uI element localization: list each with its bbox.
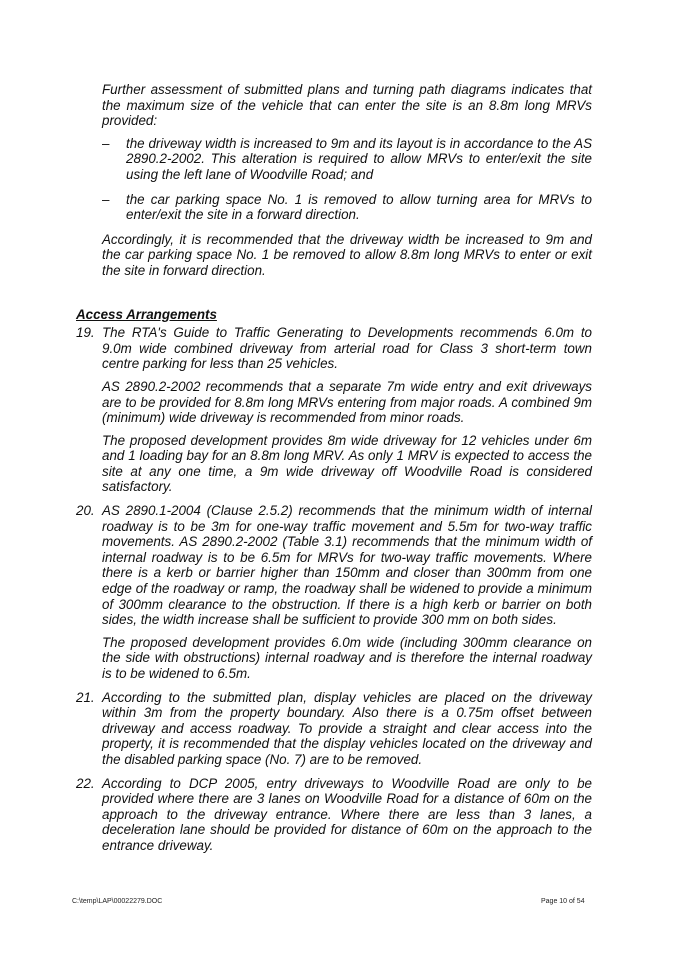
item-paragraph: According to DCP 2005, entry driveways to Woodville Road are only to be provided where there are 3 lanes on Woodville Road for a distance of 60m on the approach to the driveway entrance. Where there are less than 3 lanes, a deceleration lane should be provided for distance of 60m on the approach to the entrance driveway.	[102, 775, 592, 853]
numbered-item-20	[76, 503, 592, 682]
item-number: 21.	[76, 689, 95, 705]
intro-paragraph: Further assessment of submitted plans and turning path diagrams indicates that the maximum size of the vehicle that can enter the site is an 8.8m long MRVs provided:	[102, 82, 592, 129]
item-paragraph: According to the submitted plan, display vehicles are placed on the driveway within 3m from the property boundary. Also there is a 0.75m offset between driveway and access roadway. To provide a straight and clear access into the property, it is recommended that the display vehicles located on the driveway and the disabled parking space (No. 7) are to be removed.	[102, 689, 592, 767]
numbered-item-19	[76, 325, 592, 495]
document-body	[76, 82, 592, 862]
item-number: 19.	[76, 325, 95, 341]
bullet-item	[102, 192, 592, 223]
bullet-marker: –	[102, 135, 110, 151]
section-heading: Access Arrangements	[76, 306, 217, 322]
footer-file-path: C:\temp\LAP\00022279.DOC	[72, 898, 163, 905]
conclusion-paragraph: Accordingly, it is recommended that the driveway width be increased to 9m and the car parking space No. 1 be removed to allow 8.8m long MRVs to enter or exit the site in forward direction.	[102, 231, 592, 278]
item-number: 22.	[76, 775, 95, 791]
numbered-item-22	[76, 776, 592, 854]
item-paragraph: The proposed development provides 8m wide driveway for 12 vehicles under 6m and 1 loading bay for an 8.8m long MRV. As only 1 MRV is expected to access the site at any one time, a 9m wide driveway off Woodville Road is considered satisfactory.	[102, 432, 592, 495]
footer-page-number: Page 10 of 54	[541, 898, 585, 905]
bullet-item	[102, 136, 592, 183]
bullet-text: the driveway width is increased to 9m and its layout is in accordance to the AS 2890.2-2002. This alteration is required to allow MRVs to enter/exit the site using the left lane of Woodville Road; and	[126, 135, 592, 182]
item-paragraph: The proposed development provides 6.0m wide (including 300mm clearance on the side with obstructions) internal roadway and is therefore the internal roadway is to be widened to 6.5m.	[102, 634, 592, 681]
bullet-marker: –	[102, 191, 110, 207]
bullet-text: the car parking space No. 1 is removed to allow turning area for MRVs to enter/exit the site in a forward direction.	[126, 191, 592, 223]
item-paragraph: AS 2890.1-2004 (Clause 2.5.2) recommends that the minimum width of internal roadway is to be 3m for one-way traffic movement and 5.5m for two-way traffic movements. AS 2890.2-2002 (Table 3.1) recommends that the minimum width of internal roadway is to be 6.5m for MRVs for two-way traffic movements. Where there is a kerb or barrier higher than 150mm and closer than 300mm from one edge of the roadway or ramp, the roadway shall be widened to provide a minimum of 300mm clearance to the obstruction. If there is a high kerb or barrier on both sides, the width increase shall be sufficient to provide 300 mm on both sides.	[102, 503, 592, 628]
item-paragraph: AS 2890.2-2002 recommends that a separate 7m wide entry and exit driveways are to be provided for 8.8m long MRVs entering from major roads. A combined 9m (minimum) wide driveway is recommended from minor roads.	[102, 378, 592, 426]
item-paragraph: The RTA's Guide to Traffic Generating to Developments recommends 6.0m to 9.0m wide combined driveway from arterial road for Class 3 short-term town centre parking for less than 25 vehicles.	[102, 325, 592, 372]
item-number: 20.	[76, 503, 95, 519]
numbered-item-21	[76, 690, 592, 768]
